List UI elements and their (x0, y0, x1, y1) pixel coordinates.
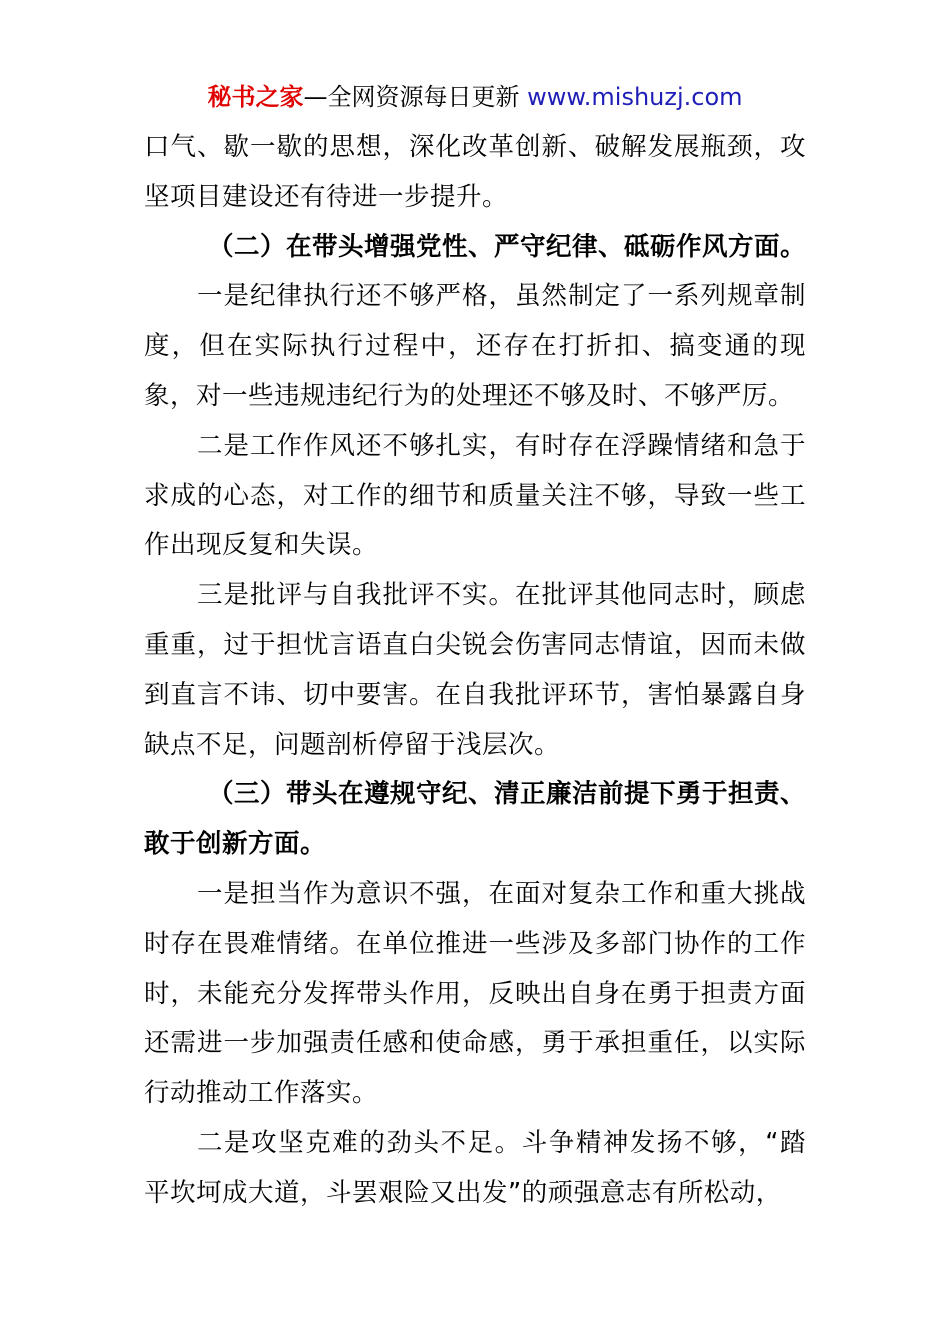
header-brand: 秘书之家 (207, 83, 304, 111)
paragraph: 一是纪律执行还不够严格，虽然制定了一系列规章制度，但在实际执行过程中，还存在打折扣、搞变通的现象，对一些违规违纪行为的处理还不够及时、不够严厉。 (144, 281, 806, 411)
paragraph: 二是工作作风还不够扎实，有时存在浮躁情绪和急于求成的心态，对工作的细节和质量关注不够，导致一些工作出现反复和失误。 (144, 430, 806, 561)
paragraph: 三是批评与自我批评不实。在批评其他同志时，顾虑重重，过于担忧言语直白尖锐会伤害同志情谊，因而未做到直言不讳、切中要害。在自我批评环节，害怕暴露自身缺点不足，问题剖析停留于浅层次。 (144, 580, 806, 760)
document-body (144, 123, 806, 1219)
header-tagline: —全网资源每日更新 (303, 83, 528, 111)
paragraph: 二是攻坚克难的劲头不足。斗争精神发扬不够，“踏平坎坷成大道，斗罢艰险又出发”的顽强意志有所松动， (144, 1127, 806, 1208)
header-url-link[interactable]: www.mishuzj.com (527, 83, 743, 111)
paragraph-continuation: 口气、歇一歇的思想，深化改革创新、破解发展瓶颈，攻坚项目建设还有待进一步提升。 (144, 132, 806, 212)
paragraph: 一是担当作为意识不强，在面对复杂工作和重大挑战时存在畏难情绪。在单位推进一些涉及多部门协作的工作时，未能充分发挥带头作用，反映出自身在勇于担责方面还需进一步加强责任感和使命感，勇于承担重任，以实际行动推动工作落实。 (144, 878, 806, 1109)
page-header (0, 80, 950, 114)
section-heading-2: （二）在带头增强党性、严守纪律、砥砺作风方面。 (208, 231, 807, 262)
section-heading-3: （三）带头在遵规守纪、清正廉洁前提下勇于担责、敢于创新方面。 (144, 779, 807, 860)
